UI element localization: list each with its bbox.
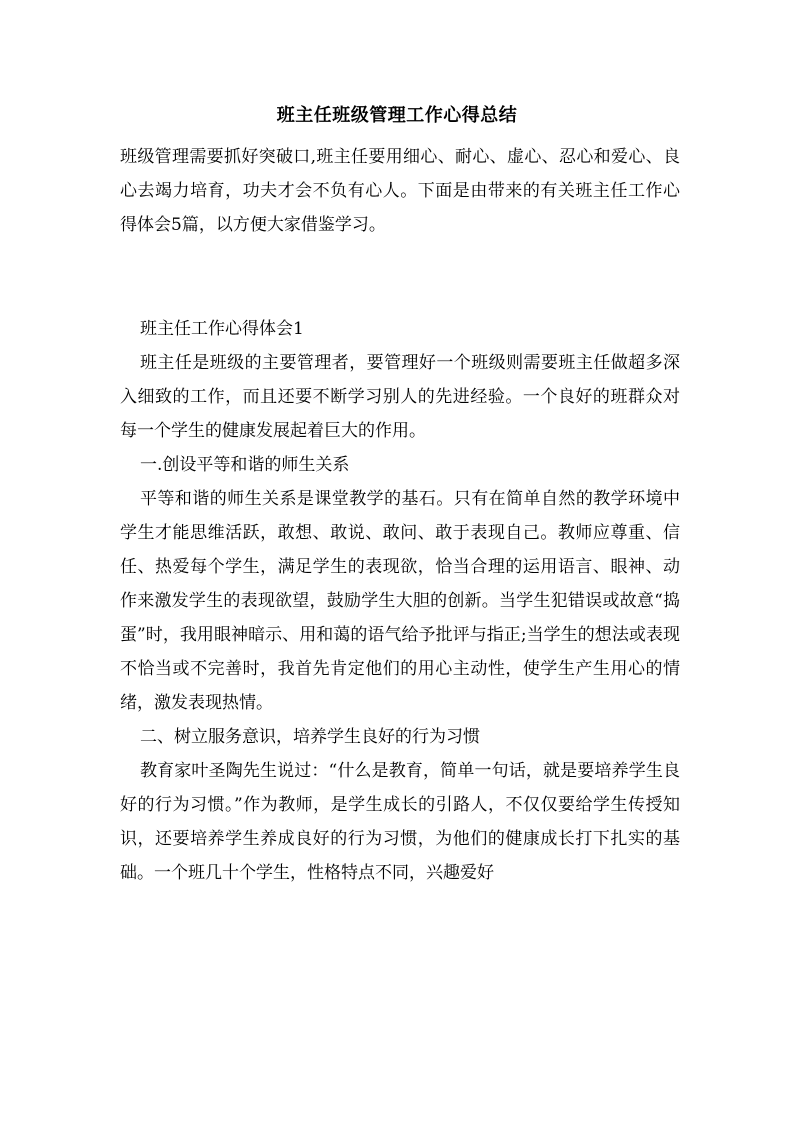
section1-title: 班主任工作心得体会1 — [140, 319, 304, 339]
intro-block — [120, 140, 680, 242]
paragraph-equal-relationship: 平等和谐的师生关系是课堂教学的基石。只有在简单自然的教学环境中学生才能思维活跃，敢想、敢说、敢问、敢于表现自己。教师应尊重、信任、热爱每个学生，满足学生的表现欲，恰当合理的运用语言、眼神、动作来激发学生的表现欲望，鼓励学生大胆的创新。当学生犯错误或故意“捣蛋”时，我用眼神暗示、用和蔼的语气给予批评与指正;当学生的想法或表现不恰当或不完善时，我首先肯定他们的用心主动性，使学生产生用心的情绪，激发表现热情。 — [120, 489, 680, 713]
section1-paragraph: 班主任是班级的主要管理者，要管理好一个班级则需要班主任做超多深入细致的工作，而且还要不断学习别人的先进经验。一个良好的班群众对每一个学生的健康发展起着巨大的作用。 — [120, 353, 680, 441]
document-title: 班主任班级管理工作心得总结 — [276, 105, 518, 126]
heading-equal-relationship: 一.创设平等和谐的师生关系 — [140, 455, 350, 475]
intro-paragraph: 班级管理需要抓好突破口,班主任要用细心、耐心、虚心、忍心和爱心、良心去竭力培育，功夫才会不负有心人。下面是由带来的有关班主任工作心得体会5篇，以方便大家借鉴学习。 — [120, 147, 680, 235]
paragraph-service-awareness: 教育家叶圣陶先生说过：“什么是教育，简单一句话，就是要培养学生良好的行为习惯。”作为教师，是学生成长的引路人，不仅仅要给学生传授知识，还要培养学生养成良好的行为习惯，为他们的健康成长打下扎实的基础。一个班几十个学生，性格特点不同，兴趣爱好 — [120, 761, 680, 883]
section1-block — [120, 312, 680, 890]
heading-service-awareness: 二、树立服务意识，培养学生良好的行为习惯 — [140, 727, 480, 747]
